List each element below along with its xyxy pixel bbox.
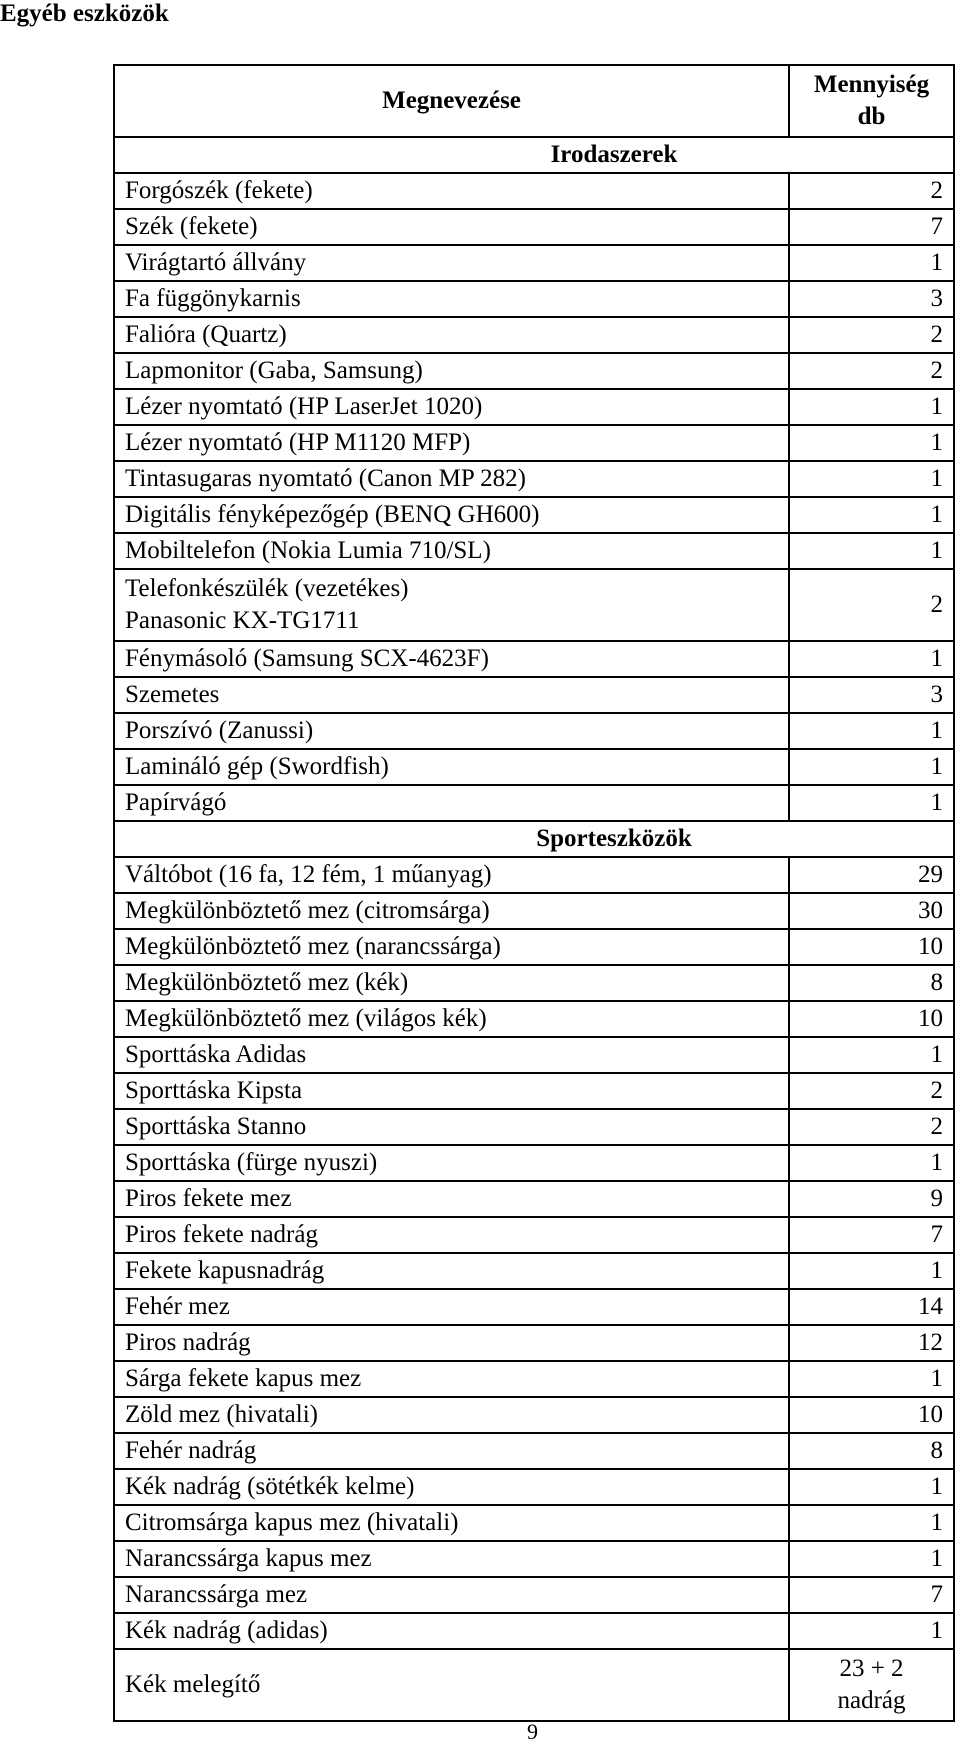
table-row (114, 929, 954, 965)
table-row (114, 1289, 954, 1325)
item-qty: 1 (789, 497, 954, 533)
table-row (114, 1181, 954, 1217)
item-qty: 2 (789, 317, 954, 353)
table-row (114, 713, 954, 749)
table-row (114, 1397, 954, 1433)
item-qty: 12 (789, 1325, 954, 1361)
inventory-table (113, 64, 955, 1722)
table-row (114, 569, 954, 641)
header-qty (789, 65, 954, 137)
item-name: Fehér mez (114, 1289, 789, 1325)
item-name: Sporttáska Stanno (114, 1109, 789, 1145)
section-row-office (114, 137, 954, 173)
header-qty-line2: db (857, 103, 886, 130)
item-name: Tintasugaras nyomtató (Canon MP 282) (114, 461, 789, 497)
item-name: Szék (fekete) (114, 209, 789, 245)
item-qty: 2 (789, 1073, 954, 1109)
item-qty: 1 (789, 641, 954, 677)
item-qty: 10 (789, 929, 954, 965)
item-name: Falióra (Quartz) (114, 317, 789, 353)
table-row (114, 317, 954, 353)
item-name: Forgószék (fekete) (114, 173, 789, 209)
table-row (114, 173, 954, 209)
table-row (114, 245, 954, 281)
item-qty: 30 (789, 893, 954, 929)
item-qty: 2 (789, 1109, 954, 1145)
table-row (114, 1649, 954, 1721)
item-name: Megkülönböztető mez (világos kék) (114, 1001, 789, 1037)
item-qty: 2 (789, 569, 954, 641)
item-qty-line2: nadrág (837, 1687, 906, 1714)
item-name: Fa függönykarnis (114, 281, 789, 317)
table-row (114, 497, 954, 533)
item-name-line2: Panasonic KX-TG1711 (125, 607, 360, 634)
item-name: Citromsárga kapus mez (hivatali) (114, 1505, 789, 1541)
page-number: 9 (527, 1719, 538, 1744)
item-qty: 1 (789, 461, 954, 497)
table-row (114, 425, 954, 461)
item-name: Virágtartó állvány (114, 245, 789, 281)
item-qty: 1 (789, 1541, 954, 1577)
table-row (114, 965, 954, 1001)
item-name: Sporttáska Kipsta (114, 1073, 789, 1109)
table-row (114, 1505, 954, 1541)
item-qty: 1 (789, 245, 954, 281)
item-qty: 1 (789, 533, 954, 569)
table-row (114, 461, 954, 497)
item-name (114, 569, 789, 641)
item-name: Megkülönböztető mez (kék) (114, 965, 789, 1001)
item-qty: 3 (789, 677, 954, 713)
table-row (114, 677, 954, 713)
item-name: Fekete kapusnadrág (114, 1253, 789, 1289)
item-qty: 9 (789, 1181, 954, 1217)
item-name: Sporttáska (fürge nyuszi) (114, 1145, 789, 1181)
table-row (114, 353, 954, 389)
item-qty: 1 (789, 749, 954, 785)
item-qty: 1 (789, 785, 954, 821)
item-qty: 7 (789, 1577, 954, 1613)
item-name: Fénymásoló (Samsung SCX-4623F) (114, 641, 789, 677)
item-qty: 1 (789, 1361, 954, 1397)
table-row (114, 749, 954, 785)
item-name: Megkülönböztető mez (narancssárga) (114, 929, 789, 965)
table-row (114, 641, 954, 677)
item-name: Piros nadrág (114, 1325, 789, 1361)
item-qty: 29 (789, 857, 954, 893)
item-name: Kék melegítő (114, 1649, 789, 1721)
table-row (114, 785, 954, 821)
item-name: Lapmonitor (Gaba, Samsung) (114, 353, 789, 389)
table-row (114, 857, 954, 893)
item-qty: 10 (789, 1001, 954, 1037)
item-qty: 1 (789, 1505, 954, 1541)
item-qty (789, 1649, 954, 1721)
table-row (114, 533, 954, 569)
table-row (114, 389, 954, 425)
table-row (114, 1541, 954, 1577)
item-name: Porszívó (Zanussi) (114, 713, 789, 749)
table-row (114, 1253, 954, 1289)
item-qty: 2 (789, 173, 954, 209)
section-title: Irodaszerek (114, 137, 954, 173)
table-row (114, 893, 954, 929)
table-row (114, 1361, 954, 1397)
header-qty-line1: Mennyiség (813, 71, 930, 98)
item-qty: 14 (789, 1289, 954, 1325)
item-qty: 3 (789, 281, 954, 317)
item-qty-line1: 23 + 2 (839, 1655, 904, 1682)
table-row (114, 1325, 954, 1361)
table-header-row (114, 65, 954, 137)
table-row (114, 1433, 954, 1469)
table-row (114, 1001, 954, 1037)
table-row (114, 1073, 954, 1109)
table-row (114, 1145, 954, 1181)
page-title: Egyéb eszközök (0, 0, 169, 27)
item-name: Papírvágó (114, 785, 789, 821)
item-name: Fehér nadrág (114, 1433, 789, 1469)
item-qty: 7 (789, 1217, 954, 1253)
item-qty: 1 (789, 425, 954, 461)
item-name: Lézer nyomtató (HP M1120 MFP) (114, 425, 789, 461)
item-name: Digitális fényképezőgép (BENQ GH600) (114, 497, 789, 533)
table-row (114, 1469, 954, 1505)
table-row (114, 281, 954, 317)
item-qty: 1 (789, 713, 954, 749)
item-name: Szemetes (114, 677, 789, 713)
header-name: Megnevezése (114, 65, 789, 137)
item-name: Narancssárga mez (114, 1577, 789, 1613)
table-row (114, 1613, 954, 1649)
item-qty: 1 (789, 1145, 954, 1181)
table-row (114, 1217, 954, 1253)
item-name: Zöld mez (hivatali) (114, 1397, 789, 1433)
item-qty: 1 (789, 389, 954, 425)
item-qty: 8 (789, 1433, 954, 1469)
table-row (114, 1037, 954, 1073)
item-qty: 1 (789, 1253, 954, 1289)
item-name-line1: Telefonkészülék (vezetékes) (125, 575, 409, 602)
table-row (114, 1577, 954, 1613)
table-row (114, 1109, 954, 1145)
item-name: Lézer nyomtató (HP LaserJet 1020) (114, 389, 789, 425)
item-qty: 8 (789, 965, 954, 1001)
section-title: Sporteszközök (114, 821, 954, 857)
item-name: Narancssárga kapus mez (114, 1541, 789, 1577)
item-name: Váltóbot (16 fa, 12 fém, 1 műanyag) (114, 857, 789, 893)
item-qty: 10 (789, 1397, 954, 1433)
table-row (114, 209, 954, 245)
item-name: Lamináló gép (Swordfish) (114, 749, 789, 785)
section-row-sport (114, 821, 954, 857)
item-qty: 2 (789, 353, 954, 389)
item-name: Kék nadrág (adidas) (114, 1613, 789, 1649)
item-name: Kék nadrág (sötétkék kelme) (114, 1469, 789, 1505)
item-name: Piros fekete mez (114, 1181, 789, 1217)
item-qty: 1 (789, 1037, 954, 1073)
item-qty: 7 (789, 209, 954, 245)
item-name: Mobiltelefon (Nokia Lumia 710/SL) (114, 533, 789, 569)
item-name: Sporttáska Adidas (114, 1037, 789, 1073)
item-name: Megkülönböztető mez (citromsárga) (114, 893, 789, 929)
item-qty: 1 (789, 1469, 954, 1505)
item-name: Piros fekete nadrág (114, 1217, 789, 1253)
item-name: Sárga fekete kapus mez (114, 1361, 789, 1397)
item-qty: 1 (789, 1613, 954, 1649)
